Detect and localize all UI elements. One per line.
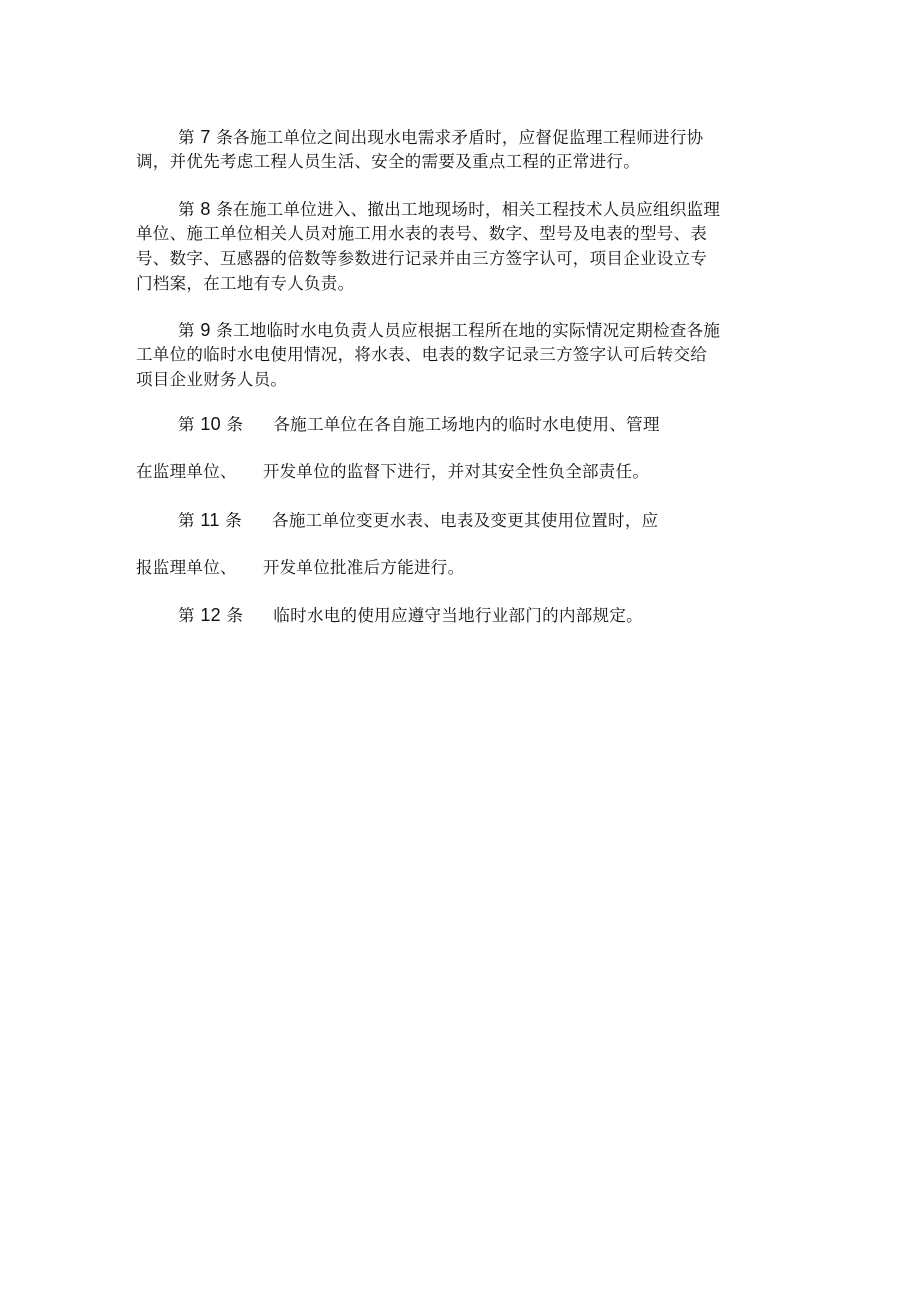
article-9-line-1: 第 9 条工地临时水电负责人员应根据工程所在地的实际情况定期检查各施 [178,320,721,340]
article-8-line-1: 第 8 条在施工单位进入、撤出工地现场时，相关工程技术人员应组织监理 [178,199,721,219]
article-9-number: 9 [200,320,211,340]
article-11-line-2: 报监理单位、 开发单位批准后方能进行。 [136,558,465,577]
article-10-line-1: 第 10 条 各施工单位在各自施工场地内的临时水电使用、管理 [178,414,660,434]
article-11-number: 11 [200,510,220,530]
article-10-number: 10 [200,414,221,434]
article-10-line-2: 在监理单位、 开发单位的监督下进行，并对其安全性负全部责任。 [136,462,650,481]
article-7-number: 7 [200,127,211,147]
article-7-line-1: 第 7 条各施工单位之间出现水电需求矛盾时，应督促监理工程师进行协 [178,127,704,147]
article-9-line-3: 项目企业财务人员。 [136,370,288,389]
article-11-line-1: 第 11 条 各施工单位变更水表、电表及变更其使用位置时，应 [178,510,659,530]
article-9-line-2: 工单位的临时水电使用情况，将水表、电表的数字记录三方签字认可后转交给 [136,345,708,364]
article-12-number: 12 [200,605,221,625]
article-8-line-3: 号、数字、互感器的倍数等参数进行记录并由三方签字认可，项目企业设立专 [136,249,708,268]
article-12-line-1: 第 12 条 临时水电的使用应遵守当地行业部门的内部规定。 [178,605,643,625]
article-8-line-2: 单位、施工单位相关人员对施工用水表的表号、数字、型号及电表的型号、表 [136,224,708,243]
article-8-number: 8 [200,199,211,219]
article-8-line-4: 门档案，在工地有专人负责。 [136,274,355,293]
article-7-line-2: 调，并优先考虑工程人员生活、安全的需要及重点工程的正常进行。 [136,152,640,171]
